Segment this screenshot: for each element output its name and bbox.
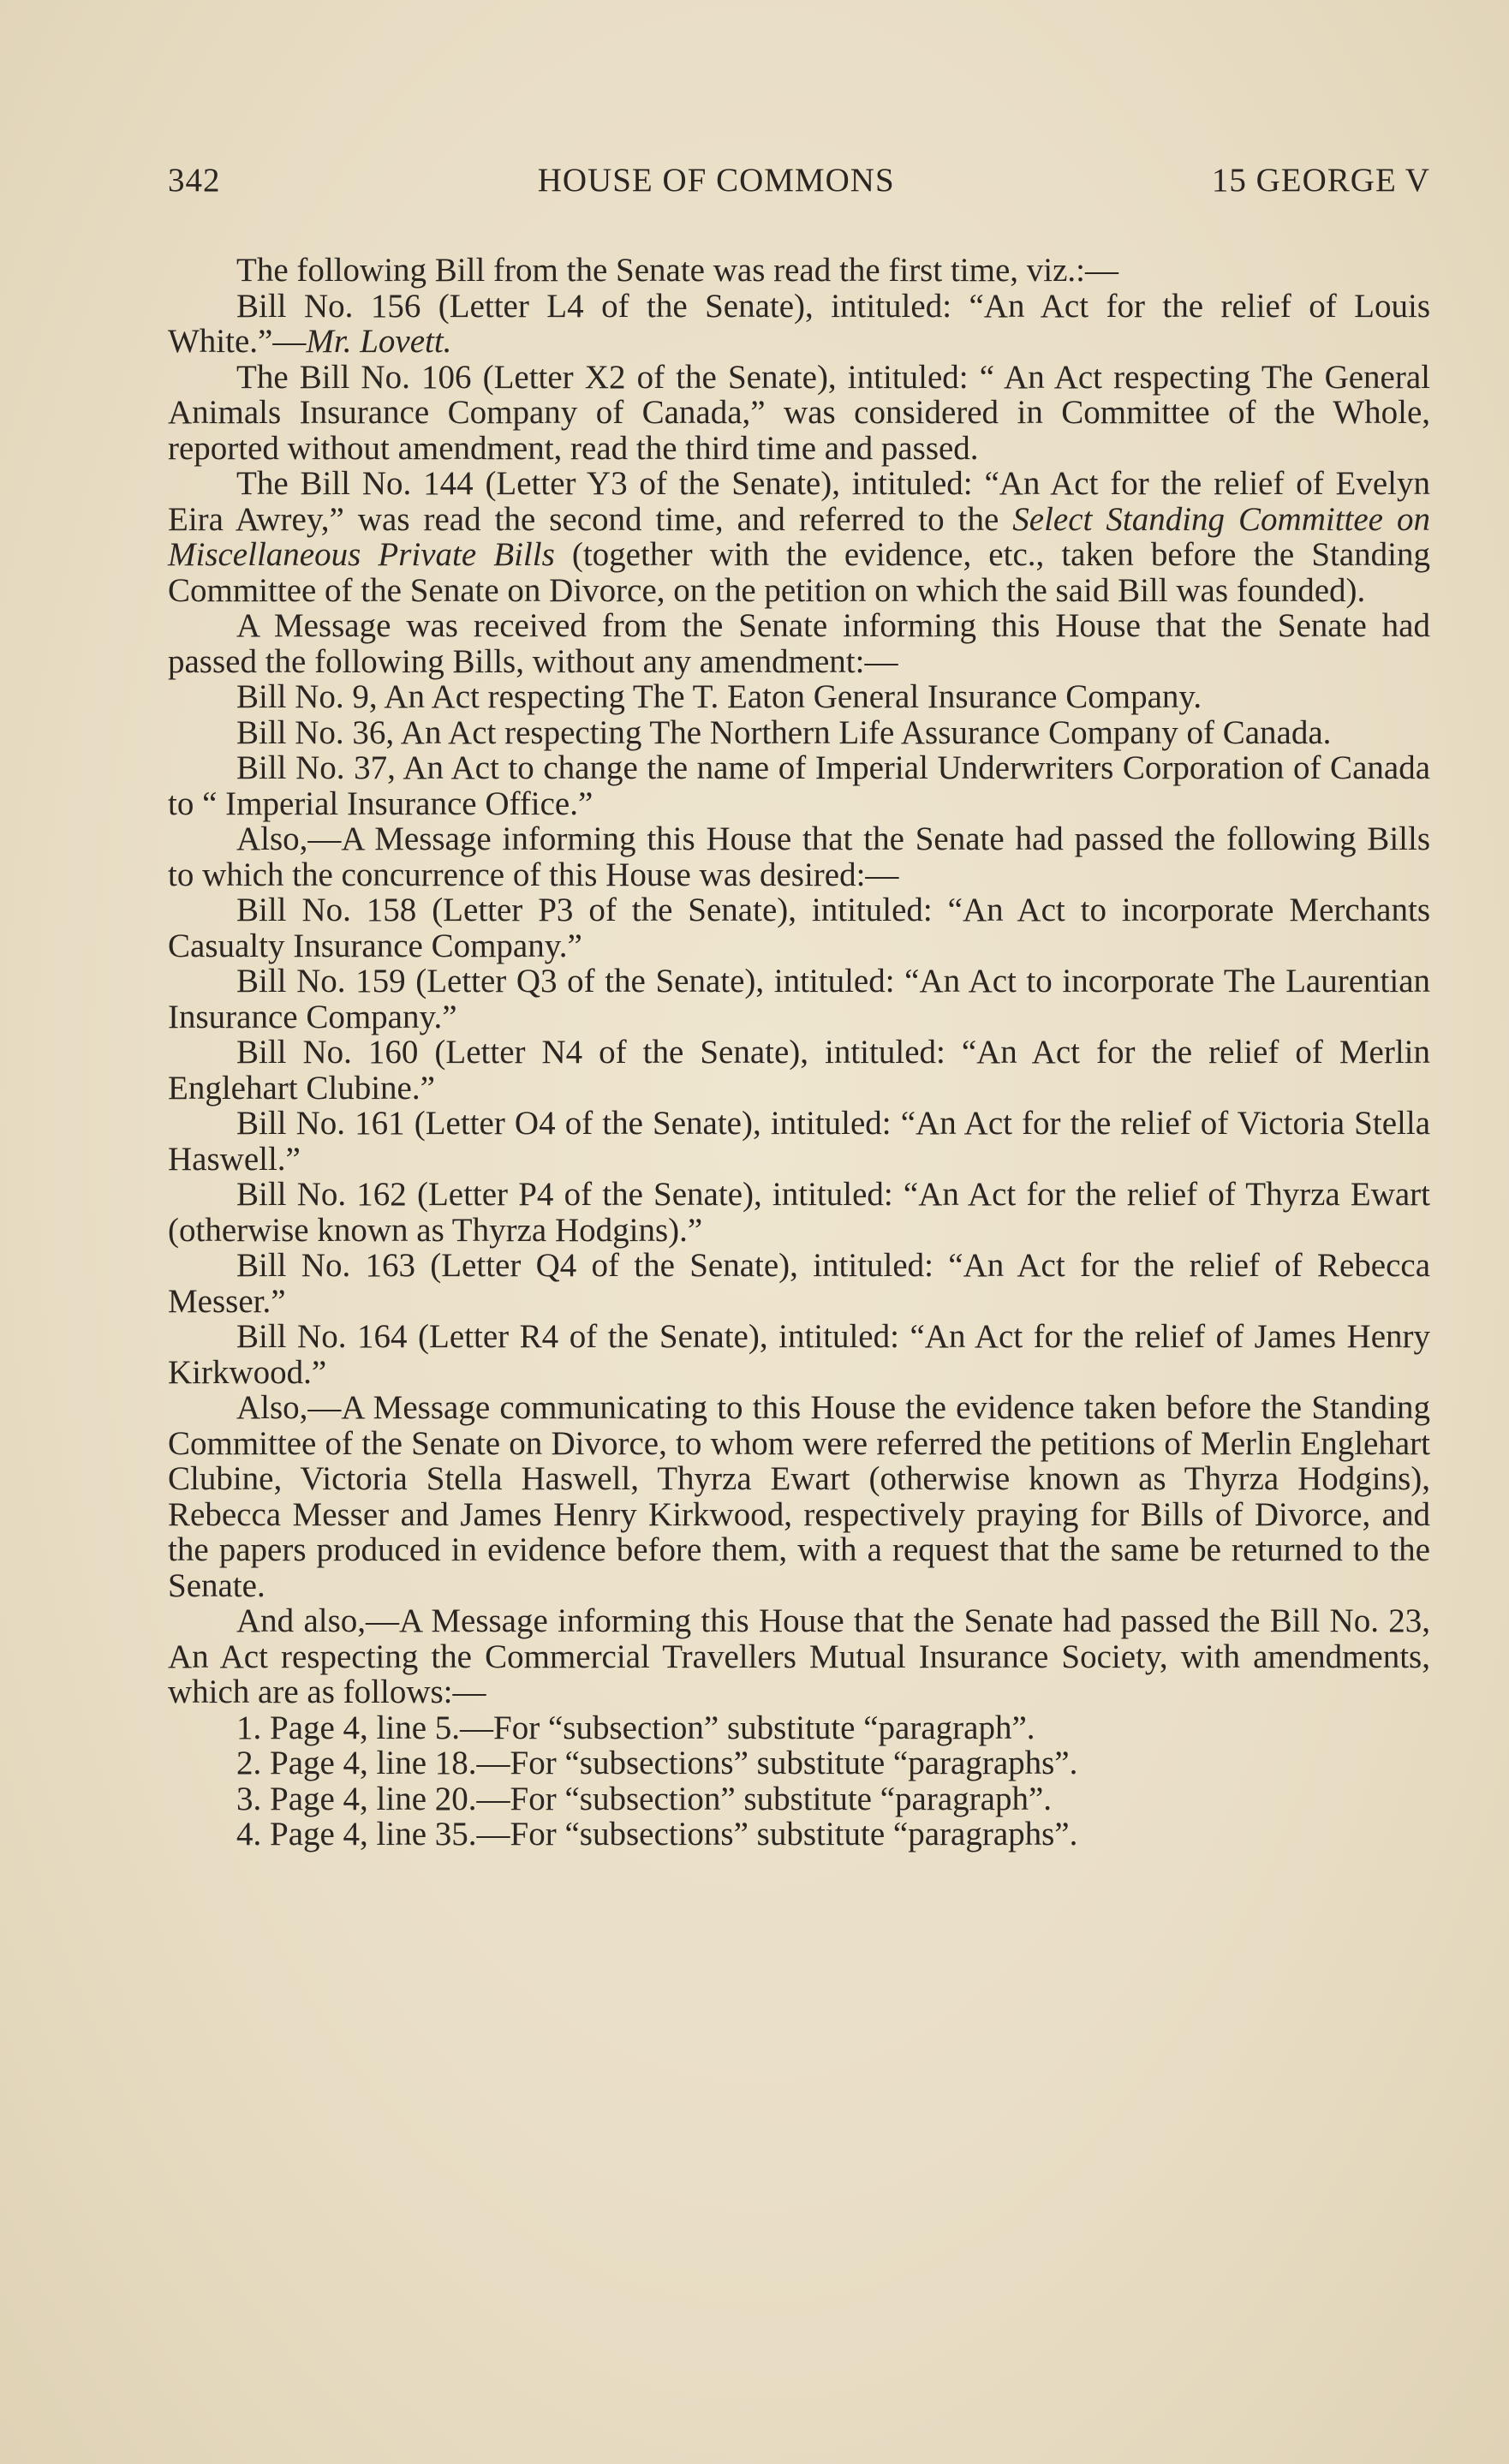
bill-144-before: The Bill No. 144 (Letter Y3 of the Senate), intituled: “An Act for the relief of Evelyn Eira Awrey,” was read the second time, and referred to the — [168, 465, 1430, 538]
bill-106-paragraph: The Bill No. 106 (Letter X2 of the Senate), intituled: “ An Act respecting The General Animals Insurance Company of Canada,” was considered in Committee of the Whole, reported without amendment, read the third time and passed. — [168, 358, 1430, 467]
running-header — [168, 161, 1430, 200]
bill-item: Bill No. 161 (Letter O4 of the Senate), intituled: “An Act for the relief of Victoria Stella Haswell.” — [168, 1105, 1430, 1178]
header-title: HOUSE OF COMMONS — [537, 162, 895, 199]
bill-144-paragraph — [168, 466, 1430, 608]
page-number: 342 — [168, 162, 221, 199]
bill-item: Bill No. 164 (Letter R4 of the Senate), intituled: “An Act for the relief of James Henry Kirkwood.” — [168, 1318, 1430, 1391]
amendments-list — [236, 1710, 1430, 1852]
committee-name: Select Standing Committee on Miscellaneous Private Bills — [168, 500, 1430, 573]
header-regnal-year: 15 GEORGE V — [1211, 162, 1430, 199]
concurrence-message-intro: Also,—A Message informing this House that the Senate had passed the following Bills to which the concurrence of this House was desired:— — [168, 820, 1430, 893]
amendment-item: 1. Page 4, line 5.—For “subsection” substitute “paragraph”. — [236, 1709, 1035, 1746]
senate-message-intro: A Message was received from the Senate informing this House that the Senate had passed the following Bills, without any amendment:— — [168, 607, 1430, 680]
amendment-item: 3. Page 4, line 20.—For “subsection” substitute “paragraph”. — [236, 1780, 1053, 1817]
page-body — [168, 253, 1430, 1852]
bill-156-sponsor: Mr. Lovett. — [306, 323, 452, 360]
bill-156-entry — [168, 289, 1430, 360]
amendments-message-intro: And also,—A Message informing this House that the Senate had passed the Bill No. 23, An Act respecting the Commercial Travellers Mutual Insurance Society, with amendments, which are as follows:— — [168, 1602, 1430, 1710]
bill-item: Bill No. 159 (Letter Q3 of the Senate), intituled: “An Act to incorporate The Laurentian Insurance Company.” — [168, 963, 1430, 1035]
bill-item: Bill No. 158 (Letter P3 of the Senate), intituled: “An Act to incorporate Merchants Casualty Insurance Company.” — [168, 892, 1430, 964]
bill-item: Bill No. 9, An Act respecting The T. Eaton General Insurance Company. — [236, 678, 1202, 715]
bill-144-after: (together with the evidence, etc., taken before the Standing Committee of the Senate on Divorce, on the petition on which the said Bill was founded). — [168, 536, 1430, 609]
bill-item: Bill No. 163 (Letter Q4 of the Senate), intituled: “An Act for the relief of Rebecca Messer.” — [168, 1247, 1430, 1320]
bill-item: Bill No. 36, An Act respecting The Northern Life Assurance Company of Canada. — [236, 713, 1332, 751]
amendment-item: 4. Page 4, line 35.—For “subsections” substitute “paragraphs”. — [236, 1816, 1078, 1852]
bill-156-text: Bill No. 156 (Letter L4 of the Senate), intituled: “An Act for the relief of Louis White.”— — [168, 287, 1430, 360]
amendment-item: 2. Page 4, line 18.—For “subsections” substitute “paragraphs”. — [236, 1745, 1078, 1781]
bill-item: Bill No. 37, An Act to change the name of Imperial Underwriters Corporation of Canada to “ Imperial Insurance Office.” — [168, 749, 1430, 822]
evidence-message-paragraph: Also,—A Message communicating to this House the evidence taken before the Standing Committee of the Senate on Divorce, to whom were referred the petitions of Merlin Englehart Clubine, Victoria Stella Haswell, Thyrza Ewart (otherwise known as Thyrza Hodgins), Rebecca Messer and James Henry Kirkwood, respectively praying for Bills of Divorce, and the papers produced in evidence before them, with a request that the same be returned to the Senate. — [168, 1389, 1430, 1604]
first-reading-line: The following Bill from the Senate was read the first time, viz.:— — [236, 252, 1118, 289]
bill-item: Bill No. 162 (Letter P4 of the Senate), intituled: “An Act for the relief of Thyrza Ewart (otherwise known as Thyrza Hodgins).” — [168, 1176, 1430, 1249]
bill-item: Bill No. 160 (Letter N4 of the Senate), intituled: “An Act for the relief of Merlin Englehart Clubine.” — [168, 1034, 1430, 1107]
